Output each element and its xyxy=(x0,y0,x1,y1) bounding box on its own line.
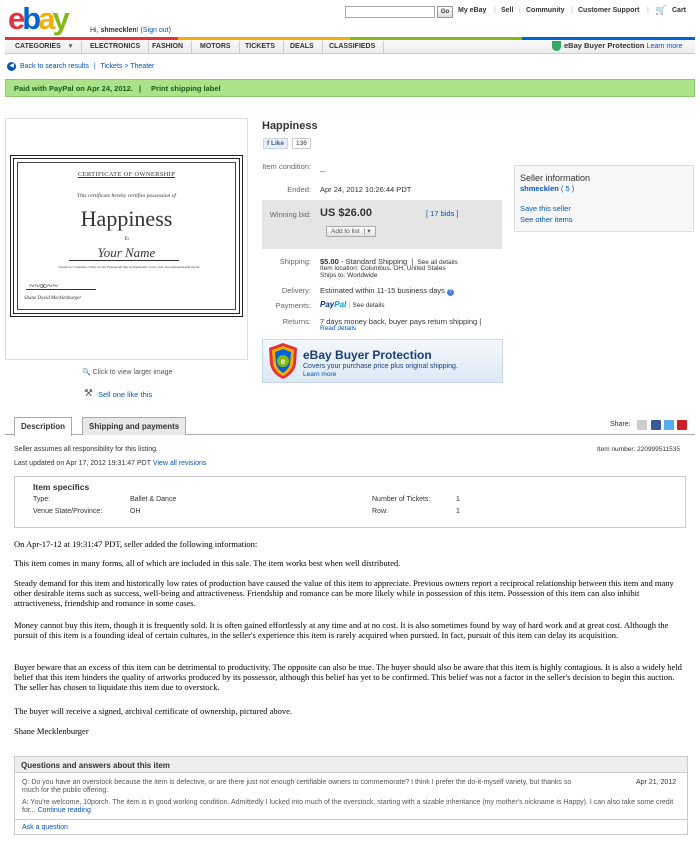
save-seller-link[interactable]: Save this seller xyxy=(520,204,571,213)
certificate-image[interactable] xyxy=(10,155,243,317)
last-updated-text: Last updated on Apr 17, 2012 19:31:47 PDT xyxy=(14,460,151,467)
community-link[interactable]: Community xyxy=(526,7,565,14)
description-paragraph: The buyer will receive a signed, archival certificate of ownership, pictured above. xyxy=(14,706,293,716)
logo-e: e xyxy=(8,1,23,36)
search-input[interactable] xyxy=(345,6,435,18)
bid-panel xyxy=(262,200,502,249)
see-payment-details-link[interactable]: See details xyxy=(352,302,385,309)
responsibility-note: Seller assumes all responsibility for this listing. xyxy=(14,446,158,453)
back-to-search-link[interactable]: Back to search results xyxy=(20,63,89,70)
condition-label: Item condition: xyxy=(262,162,311,171)
back-arrow-icon[interactable]: ◀ xyxy=(7,62,16,71)
magnifier-icon: 🔍 xyxy=(82,369,91,376)
ended-value: Apr 24, 2012 10:26:44 PDT xyxy=(320,185,412,194)
header-sep: | xyxy=(519,7,521,14)
header-sep: | xyxy=(571,7,573,14)
returns-value: 7 days money back, buyer pays return shipping | xyxy=(320,317,482,326)
seller-info-heading: Seller information xyxy=(520,173,591,183)
gavel-icon: ⚒ xyxy=(84,388,93,399)
shield-icon xyxy=(552,41,561,51)
spec-label: Row: xyxy=(372,508,388,515)
paypal-logo xyxy=(320,300,346,309)
like-label: Like xyxy=(270,140,284,147)
certificate-to: To xyxy=(124,237,129,242)
payments-label: Payments: xyxy=(275,301,311,310)
cart-icon[interactable]: 🛒 xyxy=(655,5,667,15)
seller-feedback-link[interactable]: ( 5 ) xyxy=(560,184,575,193)
search-go-button[interactable]: Go xyxy=(437,6,453,18)
nav-classifieds[interactable]: CLASSIFIEDS xyxy=(321,41,384,53)
nav-electronics[interactable]: ELECTRONICS xyxy=(82,41,149,53)
certificate-title: Happiness xyxy=(80,206,173,231)
logo-a: a xyxy=(38,1,53,36)
nav-tickets[interactable]: TICKETS xyxy=(237,41,284,53)
print-shipping-label-link[interactable]: Print shipping label xyxy=(151,84,221,93)
save-seller-row xyxy=(520,204,688,213)
shipping-sep: | xyxy=(411,257,414,266)
zoom-label: Click to view larger image xyxy=(92,369,173,376)
spec-value: 1 xyxy=(456,496,460,503)
item-specifics-box xyxy=(14,476,686,528)
continue-reading-link[interactable]: Continue reading xyxy=(37,807,91,814)
nav-categories[interactable] xyxy=(7,41,82,53)
nav-color-stripe xyxy=(350,37,522,40)
add-to-list-label: Add to list xyxy=(331,228,360,235)
winning-price: US $26.00 xyxy=(320,207,372,219)
shipping-method: - Standard Shipping xyxy=(338,257,408,266)
shipping-label: Shipping: xyxy=(279,257,311,266)
read-details-link[interactable] xyxy=(320,325,356,332)
buyer-protection-learn-more-label: Learn more xyxy=(303,371,337,378)
last-updated xyxy=(14,460,206,467)
greeting-username: shmecklen xyxy=(100,27,137,34)
buyer-protection-title: eBay Buyer Protection xyxy=(303,348,432,362)
ask-question-row xyxy=(14,819,688,836)
signature-scribble: ~~∞~~ xyxy=(29,281,58,292)
shipping-price: $5.00 xyxy=(320,257,339,266)
signature-line xyxy=(26,289,96,290)
sell-link[interactable]: Sell xyxy=(501,7,514,14)
qa-heading: Questions and answers about this item xyxy=(15,757,687,773)
header-sep: | xyxy=(647,7,649,14)
qa-answer xyxy=(22,799,682,815)
logo-b: b xyxy=(22,1,39,36)
my-ebay-link[interactable]: My eBay xyxy=(458,7,487,14)
like-count: 136 xyxy=(292,138,311,149)
delivery-value xyxy=(320,286,454,296)
svg-text:e: e xyxy=(280,357,286,366)
name-line xyxy=(69,260,179,261)
condition-value: -- xyxy=(320,167,325,176)
payments-value: PayPal | See details xyxy=(320,300,385,309)
ebay-logo[interactable] xyxy=(8,1,67,36)
sell-one-link[interactable] xyxy=(98,390,152,399)
seller-name-row xyxy=(520,184,688,193)
certificate-heading: CERTIFICATE OF OWNERSHIP xyxy=(77,171,176,178)
buyer-protection-subtitle: Covers your purchase price plus original shipping. xyxy=(303,363,458,370)
see-all-details-link[interactable]: See all details xyxy=(417,259,458,266)
sign-out-link[interactable]: Sign out xyxy=(142,27,169,34)
cart-link[interactable]: Cart xyxy=(672,7,687,14)
facebook-icon: f xyxy=(267,140,270,147)
chevron-down-icon: ▾ xyxy=(68,43,73,50)
item-number: Item number: 220999511535 xyxy=(597,446,680,453)
winning-bid-label: Winning bid: xyxy=(269,210,311,219)
returns-label: Returns: xyxy=(282,317,311,326)
banner-sep: | xyxy=(138,84,142,93)
view-revisions-link[interactable]: View all revisions xyxy=(152,460,207,467)
spec-value: OH xyxy=(130,508,141,515)
add-to-list-button[interactable] xyxy=(326,226,376,237)
see-other-items-link[interactable]: See other items xyxy=(520,215,573,224)
seller-info-panel xyxy=(514,165,694,232)
customer-support-link[interactable]: Customer Support xyxy=(578,7,640,14)
seller-signature: Shane Mecklenburger xyxy=(14,726,89,736)
description-paragraph: Money cannot buy this item, though it is frequently sold. It is often gained effortlessly at any time and at no cost. It is also sometimes found by way of hard work and at great cost. Although the pursuit of this item is a founding ideal of certain cultures, in the seller's experience this item is rarely acquired when pursued. In fact, pursuit of this item can delay its acquisition. xyxy=(14,620,669,640)
tab-shipping-payments[interactable]: Shipping and payments xyxy=(82,417,186,435)
pinterest-icon[interactable] xyxy=(677,420,687,430)
signature-name: Shane David Mecklenburger xyxy=(24,296,82,301)
paypal-logo-pay: Pay xyxy=(320,300,335,309)
ask-question-link[interactable]: Ask a question xyxy=(22,824,68,831)
buyer-protection-nav[interactable] xyxy=(552,41,682,51)
breadcrumb xyxy=(20,63,154,70)
certificate-fine-print: Issued on Columbus, Ohio, on the Fourteenth day of September, in the year two-thousand and twelve xyxy=(58,265,200,269)
delivery-label: Delivery: xyxy=(281,286,311,295)
chevron-down-icon: ▾ xyxy=(364,228,370,235)
item-title: Happiness xyxy=(262,120,318,132)
nav-categories-label: CATEGORIES xyxy=(15,43,61,50)
spec-value: 1 xyxy=(456,508,460,515)
buyer-protection-learn-more[interactable] xyxy=(303,371,336,378)
certificate-name: Your Name xyxy=(97,245,156,260)
other-items-row xyxy=(520,215,688,224)
ended-label: Ended: xyxy=(287,185,311,194)
greeting xyxy=(90,27,171,34)
greeting-text: Hi, xyxy=(90,27,101,34)
paypal-logo-pal: Pal xyxy=(334,300,347,309)
info-icon[interactable]: ? xyxy=(447,289,454,296)
description-paragraph: This item comes in many forms, all of which are included in this sale. The item works best when well distributed. xyxy=(14,558,401,568)
paid-banner xyxy=(5,79,695,97)
description-paragraph: Buyer beware that an excess of this item can be detrimental to productivity. The opposite can also be true. The buyer should also be aware that this item is highly contagious. It is also a widely held belief that this item hinders the quality of artworks produced by its possessor, although this belief has yet to be confirmed. This belief was not a factor in the seller's decision to begin this auction. The seller has chosen to liquidate this item due to overstock. xyxy=(14,662,682,692)
delivery-text: Estimated within 11-15 business days xyxy=(320,286,445,295)
logo-y: y xyxy=(52,1,67,36)
ships-to: Ships to: Worldwide xyxy=(320,272,378,279)
facebook-icon[interactable] xyxy=(651,420,661,430)
share-label: Share: xyxy=(610,421,631,428)
breadcrumb-sep: | xyxy=(93,63,96,70)
facebook-like-button[interactable] xyxy=(263,138,288,149)
qa-question: Q: Do you have an overstock because the item is defective, or are there just not enough certifiable owners to commemorate? I think I prefer the do-it-myself variety, but thanks so much for the public offering. xyxy=(22,779,572,794)
category-path-link[interactable]: Tickets > Theater xyxy=(100,63,155,70)
zoom-link[interactable] xyxy=(82,368,172,376)
paid-text: Paid with PayPal on Apr 24, 2012. xyxy=(14,84,133,93)
greeting-close: ) xyxy=(168,27,171,34)
qa-date: Apr 21, 2012 xyxy=(636,779,677,786)
tab-description[interactable]: Description xyxy=(14,417,72,436)
qa-answer-text: A: You're welcome, 10porch. The item is in good working condition. Admittedly I lucked into much of the overstock, starting with a sizable inheritance (my mother's nickname is Happy). I can also take some credit for... xyxy=(22,799,674,814)
spec-label: Number of Tickets: xyxy=(372,496,431,503)
item-location: Item location: Columbus, OH, United States xyxy=(320,265,446,272)
buyer-protection-label: eBay Buyer Protection xyxy=(564,41,645,50)
description-paragraph: Steady demand for this item and historically low rates of production have caused the value of this item to appreciate. Previous owners report a reciprocal relationship between this item and many other desirable items such as success, well-being and attractiveness. Friendship and romance can be more likely while in possession of this item. Possession of this item can also inhibit attractiveness, friendship and romance in some cases. xyxy=(14,578,674,608)
twitter-icon[interactable] xyxy=(664,420,674,430)
bids-label: [ 17 bids ] xyxy=(426,209,459,218)
bids-link[interactable] xyxy=(426,209,459,218)
read-details-label: Read details xyxy=(320,325,357,332)
spec-label: Type: xyxy=(33,496,51,503)
spec-label: Venue State/Province: xyxy=(33,508,103,515)
nav-deals[interactable]: DEALS xyxy=(282,41,323,53)
nav-motors[interactable]: MOTORS xyxy=(192,41,240,53)
certificate-line1: This certificate hereby certifies possession of xyxy=(77,193,176,199)
item-specifics-heading: Item specifics xyxy=(33,482,90,492)
nav-fashion[interactable]: FASHION xyxy=(144,41,192,53)
greeting-text-end: ! ( xyxy=(136,27,143,34)
buyer-protection-shield-icon xyxy=(268,342,298,380)
spec-value: Ballet & Dance xyxy=(130,496,177,503)
description-paragraph: On Apr-17-12 at 19:31:47 PDT, seller added the following information: xyxy=(14,539,258,549)
email-icon[interactable] xyxy=(637,420,647,430)
learn-more-link[interactable]: Learn more xyxy=(646,43,683,50)
header-sep: | xyxy=(494,7,496,14)
seller-name-link[interactable]: shmecklen xyxy=(520,184,559,193)
sell-one-label: Sell one like this xyxy=(98,390,153,399)
